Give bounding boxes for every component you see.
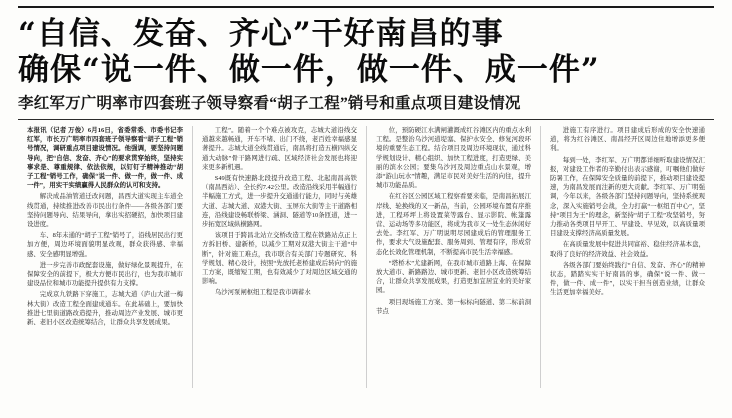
paragraph: 乌沙河泵闸枢纽工程是我市调蓄水 (214, 289, 311, 297)
paragraph: S49既有快速路北段提升改造工程、北起南昌高铁（南昌西站）、全长约7.42公里。改造沿线采用半幅通行半幅施工方式，进一步提升交通通行能力，同时与英雄大道、志城大道、双港大街、玉屏东大街等主干道路相连，沿线建设畅联桥梁、涵洞、隧道等10条匝道，进一步拓宽区域纵横路网。 (202, 175, 357, 229)
paragraph: 在高质量发展中促进共同富裕、稳住经济基本盘，取得了良好的经济效益、社会效益。 (550, 241, 705, 258)
paragraph: 该项目于跨昌北站立交桥改造工程在铁路站点正上方拆旧桥、建新桥，以减少工期对双港大街主干道“中断”，针对施工难点，我市联合有关部门专题研究、科学规划、精心设计，按照“先放托老桥建成后转向”的施工方案，既缩短工期，也有效减少了对周边区域交通的影响。 (202, 232, 357, 286)
paragraph: “塔桥木”尤建新网，在我市城市道路上海、在保障放大道市、新路路边、城市更新、老旧小区改造统筹结合，让群众共享发展成果，打造更加宜居宜业的美好家园。 (376, 259, 531, 295)
headline-divider (18, 119, 714, 120)
paragraph: 每到一处，李红军、万广明都详细听取建设情况汇报，对建设工作者的辛勤付出表示感谢，叮嘱他们做好防暑工作，在保障安全质量的前提下，推动项目建设提速，为南昌发展而注新的更大贡献。李红军、万广明强调，今年以来，各级各部门坚持问题导向，坚持系统观念，深入实施销号会战，全力打赢“一枢纽百中心”，坚持“项目为王”的理念，新坚持“胡子工程”攻坚销号，努力推动各类项目早开工、早建设、早见效，以高质量项目建设支撑经济高质量发展。 (550, 156, 705, 238)
paragraph: 在红谷区公园区域工程察看要来临，是南昌拓展江岸线、轮换线的又一新品，当前，公园环境布置有序推进，工程环坪上将设置菜等露台、显示影院、帐篷露营、运动场等多功能区，将成为我市又一处生态休闲好去处。李红军、万广明说明尽园建成后的管理服务工作，要求大气设施配套、服务周到、管理有序，形成常态化长效化管理机制，不断提高市民生活幸福感。 (376, 193, 531, 256)
paragraph: 各级各部门要始终践行“自信、发奋、齐心”的精神状态，踏踏实实干好南昌的事，确保“说一件、做一件，做一件、成一件”，以实干担当创造业绩，让群众生活更加幸福美好。 (550, 261, 705, 297)
article-column-3 (366, 126, 540, 388)
article-column-2 (192, 126, 366, 388)
paragraph: 工程”。随着一个个难点被攻克，志城大道沿线交通越来越畅通，开车不堵、出门不绕，老百姓幸福感显著提升。志城大道全线贯通后，南昌将打造五横四纵交通大动脉”骨干路网进行疏、区域经济社会发展也将迎来更多新机遇。 (202, 127, 357, 171)
paragraph: 位，预防硬江水满闸灌溉成红谷滩区内的重点水利工程。是整治乌沙河道堤塞、保护水安全、修复河段环境的重要生态工程。结合项目及周边环境现状，通过科学规划设计、精心组织、加快工程进度，打造更绿、美丽的滨水公园；要集乌沙河及周边重点山水景观，增添“游山玩水”情趣，满足市民对美好生活的向往，提升城市功能品质。 (376, 127, 531, 190)
headline-line-1: “自信、发奋、齐心”干好南昌的事 (18, 16, 504, 52)
top-divider (18, 6, 714, 8)
article-column-1 (18, 126, 192, 388)
article-columns (18, 126, 714, 388)
paragraph: 完成京九铁路下穿施工，志城大道（庐山大道一梅林大街）改造工程全面建成通车。在此基础上，要加快推进七里街道路改造提升，推动周边产业发展、城市更新、老旧小区改造统筹结合，让群众共享发展成果。 (27, 291, 183, 327)
headline (18, 16, 714, 88)
paragraph: 解决成品油管道迁改问题，昌西大道实现主车道全线贯通，持续推进改善市民出行条件——各级各部门要坚持问题导向、结果导向，拿出实招硬招，加快项目建设进度。 (27, 193, 183, 229)
article-lead-paragraph: 本报讯（记者 万俊）6月16日，省委常委、市委书记李红军，市长万广明率市四套班子领导察看“胡子工程”销号情况，调研重点项目建设情况。他强调，要坚持问题导向，把“自信、发奋、齐心”的要求贯穿始终，坚持实事求是、尊重规律、依法依规，以钉钉子精神推动“胡子工程”销号工作，确保“说一件、做一件，做一件、成一件”，用实干实绩赢得人民群众的认可和支持。 (27, 127, 183, 190)
subheadline: 李红军万广明率市四套班子领导察看“胡子工程”销号和重点项目建设情况 (18, 95, 521, 112)
paragraph: 进施工有序进行。项目建成后形成的安全快速通道，将为红谷滩区、南昌经开区周边住地增添更多便利。 (550, 127, 705, 153)
paragraph: 车、8年未通的“胡子工程”销号了，沿线居民出行更加方便，周边环境面貌明显改观，群众获得感、幸福感、安全感明显增强。 (27, 232, 183, 258)
paragraph: 进一步完善市政配套设施，做好绿化景观提升，在保障安全的前提下，极大方便市民出行，也为我市城市建设品位和城市功能提升提供有力支撑。 (27, 261, 183, 288)
headline-line-2: 确保“说一件、做一件，做一件、成一件” (18, 52, 600, 88)
paragraph: 项目现场施工方案、第一标标向隧道、第二标前洞节点 (376, 298, 531, 315)
article-column-4 (540, 126, 714, 388)
